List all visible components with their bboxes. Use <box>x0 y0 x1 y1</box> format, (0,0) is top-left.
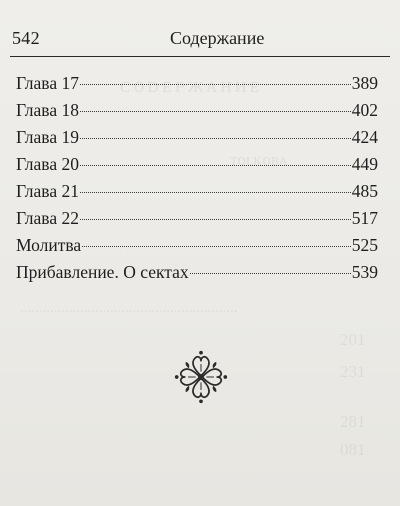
toc-entry-page: 449 <box>351 154 378 174</box>
toc-entry-page: 424 <box>351 127 378 147</box>
show-through-text: 081 <box>340 440 366 459</box>
dot-leader <box>80 165 351 166</box>
toc-entry[interactable] <box>16 127 378 154</box>
dot-leader <box>80 84 351 85</box>
running-title: Содержание <box>170 28 265 48</box>
toc-entry[interactable] <box>16 235 378 262</box>
show-through-text: 281 <box>340 412 366 431</box>
toc-entry-title: Молитва <box>16 235 82 255</box>
toc-entry[interactable] <box>16 73 378 100</box>
toc-entry[interactable] <box>16 154 378 181</box>
show-through-text: 231 <box>340 362 366 381</box>
page-number: 542 <box>12 28 40 48</box>
show-through-text: 201 <box>340 330 366 349</box>
toc-entry-title: Прибавление. О сектах <box>16 262 189 282</box>
toc-entry[interactable] <box>16 208 378 235</box>
toc-entry-page: 485 <box>351 181 378 201</box>
header-divider <box>10 56 390 57</box>
toc-entry-title: Глава 21 <box>16 181 79 201</box>
show-through-text: .......................................................... <box>20 300 238 316</box>
toc-entry[interactable] <box>16 181 378 208</box>
toc-entry-title: Глава 17 <box>16 73 79 93</box>
show-through-text: ᴄᴏᴅᴇᴘжᴀнᴎᴇ <box>120 72 263 97</box>
toc-entry-page: 517 <box>351 208 378 228</box>
show-through-text: ᴛᴏʟᴋᴏʙᴀ <box>230 150 288 169</box>
toc-entry-title: Глава 18 <box>16 100 79 120</box>
toc-entry[interactable] <box>16 262 378 289</box>
dot-leader <box>80 219 351 220</box>
toc-entry-title: Глава 19 <box>16 127 79 147</box>
toc-entry-title: Глава 20 <box>16 154 79 174</box>
dot-leader <box>80 111 351 112</box>
toc-entry-page: 539 <box>351 262 378 282</box>
dot-leader <box>80 192 351 193</box>
dot-leader <box>80 138 351 139</box>
toc-entry-page: 402 <box>351 100 378 120</box>
table-of-contents <box>16 73 378 289</box>
toc-entry[interactable] <box>16 100 378 127</box>
toc-entry-page: 389 <box>351 73 378 93</box>
toc-entry-page: 525 <box>351 235 378 255</box>
page-header <box>10 28 390 50</box>
toc-entry-title: Глава 22 <box>16 208 79 228</box>
floral-ornament-icon <box>174 350 228 404</box>
dot-leader <box>190 273 351 274</box>
dot-leader <box>82 246 351 247</box>
